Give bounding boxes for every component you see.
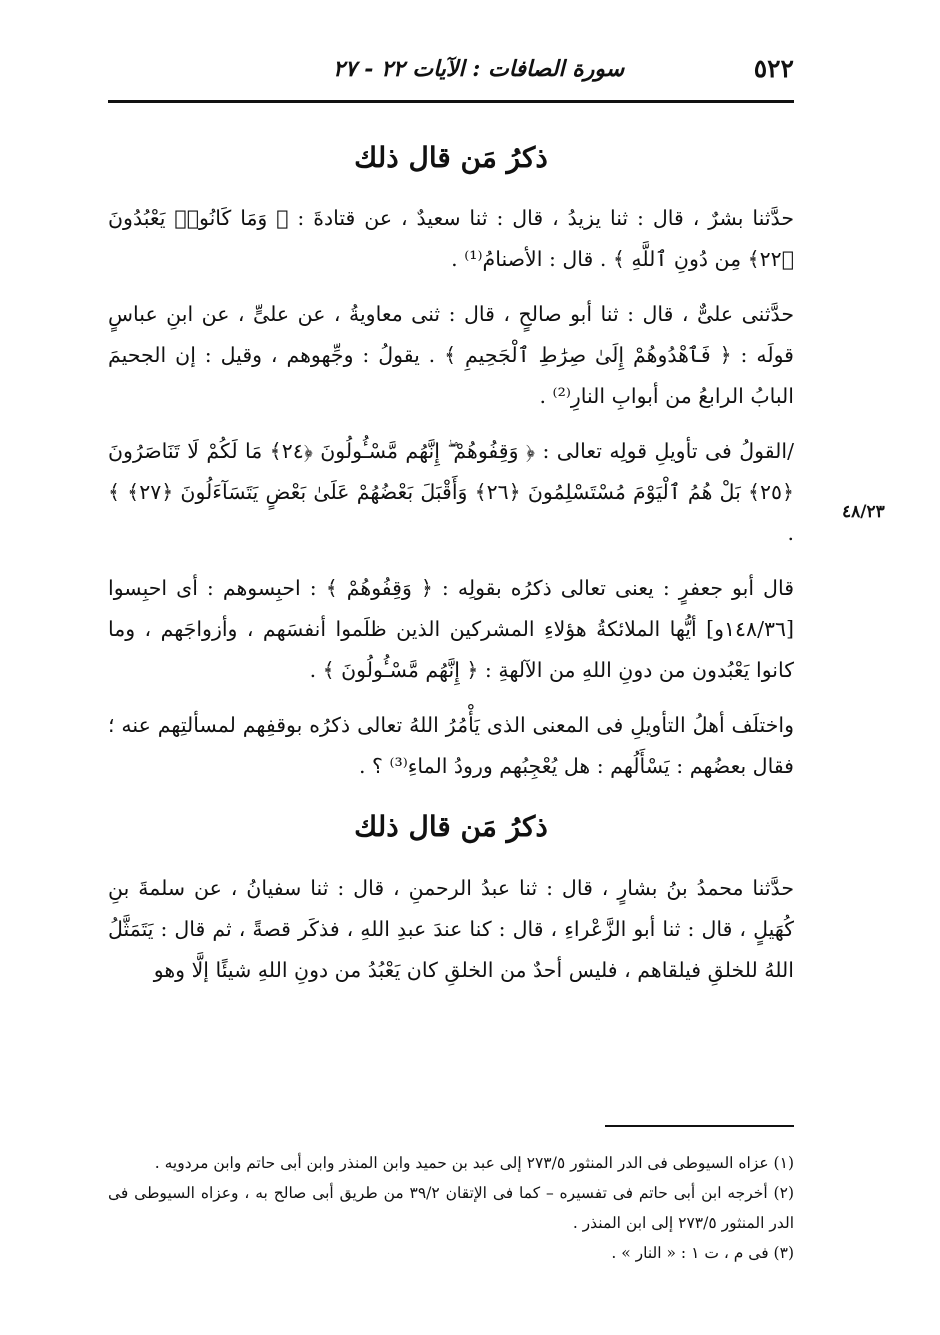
margin-reference: ٤٨/٢٣ <box>842 502 885 522</box>
footnotes <box>108 1148 794 1268</box>
footnote: (١) عزاه السيوطى فى الدر المنثور ٢٧٣/٥ إلى عبد بن حميد وابن المنذر وابن أبى حاتم وابن مردويه . <box>154 1154 794 1172</box>
paragraph: /القولُ فى تأويلِ قولِه تعالى : ﴿ وَقِفُوهُمْ ۖ إِنَّهُم مَّسْـُٔولُونَ ﴿٢٤﴾ مَا لَكُمْ لَا تَنَاصَرُونَ ﴿٢٥﴾ بَلْ هُمُ ٱلْيَوْمَ مُسْتَسْلِمُونَ ﴿٢٦﴾ وَأَقْبَلَ بَعْضُهُمْ عَلَىٰ بَعْضٍ يَتَسَآءَلُونَ ﴿٢٧﴾ ﴾ . <box>108 439 795 546</box>
paragraph: حدَّثنى علىٌّ ، قال : ثنا أبو صالحٍ ، قال : ثنى معاويةُ ، عن علىٍّ ، عن ابنِ عباسٍ قولَه : ﴿ فَٱهْدُوهُمْ إِلَىٰ صِرَٰطِ ٱلْجَحِيمِ ﴾ . يقولُ : وجِّهوهم ، وقيل : إن الجحيمَ البابُ الرابعُ من أبوابِ النارِ⁽²⁾ . <box>108 302 794 409</box>
section-heading: ذكرُ مَن قال ذلك <box>354 141 548 174</box>
page-number: ٥٢٢ <box>753 54 794 83</box>
main-text <box>108 140 794 1005</box>
header-rule <box>108 100 794 103</box>
page-header <box>108 52 794 96</box>
paragraph: واختلَف أهلُ التأويلِ فى المعنى الذى يَأْمُرُ اللهُ تعالى ذكرُه بوقفِهم لمسألتِهم عنه ؛ فقال بعضُهم : يَسْأَلُهم : هل يُعْجِبُهم ورودُ الماءِ⁽³⁾ ؟ . <box>108 713 794 779</box>
paragraph: حدَّثنا محمدُ بنُ بشارٍ ، قال : ثنا عبدُ الرحمنِ ، قال : ثنا سفيانُ ، عن سلمةَ بنِ كُهَيلٍ ، قال : ثنا أبو الزَّعْراءِ ، قال : كنا عندَ عبدِ اللهِ ، فذكَر قصةً ، ثم قال : يَتَمَثَّلُ اللهُ للخلقِ فيلقاهم ، فليس أحدٌ من الخلقِ كان يَعْبُدُ من دونِ اللهِ شيئًا إلَّا وهو <box>108 875 794 982</box>
footnote: (٢) أخرجه ابن أبى حاتم فى تفسيره – كما فى الإتقان ٣٩/٢ من طريق أبى صالح به ، وعزاه السيوطى فى الدر المنثور ٢٧٣/٥ إلى ابن المنذر . <box>108 1184 794 1232</box>
running-title: سورة الصافات : الآيات ٢٢ - ٢٧ <box>333 56 625 82</box>
paragraph: حدَّثنا بشرٌ ، قال : ثنا يزيدُ ، قال : ثنا سعيدٌ ، عن قتادةَ : ﴿ وَمَا كَانُوا۟ يَعْبُدُونَ ﴿٢٢﴾ مِن دُونِ ٱللَّهِ ﴾ . قال : الأصنامُ⁽¹⁾ . <box>108 206 794 272</box>
section-heading: ذكرُ مَن قال ذلك <box>354 810 548 844</box>
paragraph: قال أبو جعفرٍ : يعنى تعالى ذكرُه بقولِه : ﴿ وَقِفُوهُمْ ﴾ : احبِسوهم : أى احبِسوا [١٤٨/٣٦و] أيُّها الملائكةُ هؤلاءِ المشركين الذين ظلَموا أنفسَهم ، وأزواجَهم ، وما كانوا يَعْبُدون من دونِ اللهِ من الآلهةِ : ﴿ إِنَّهُم مَّسْـُٔولُونَ ﴾ . <box>108 576 794 683</box>
footnote-rule <box>605 1125 794 1127</box>
footnote: (٣) فى م ، ت ١ : « النار » . <box>611 1244 794 1262</box>
